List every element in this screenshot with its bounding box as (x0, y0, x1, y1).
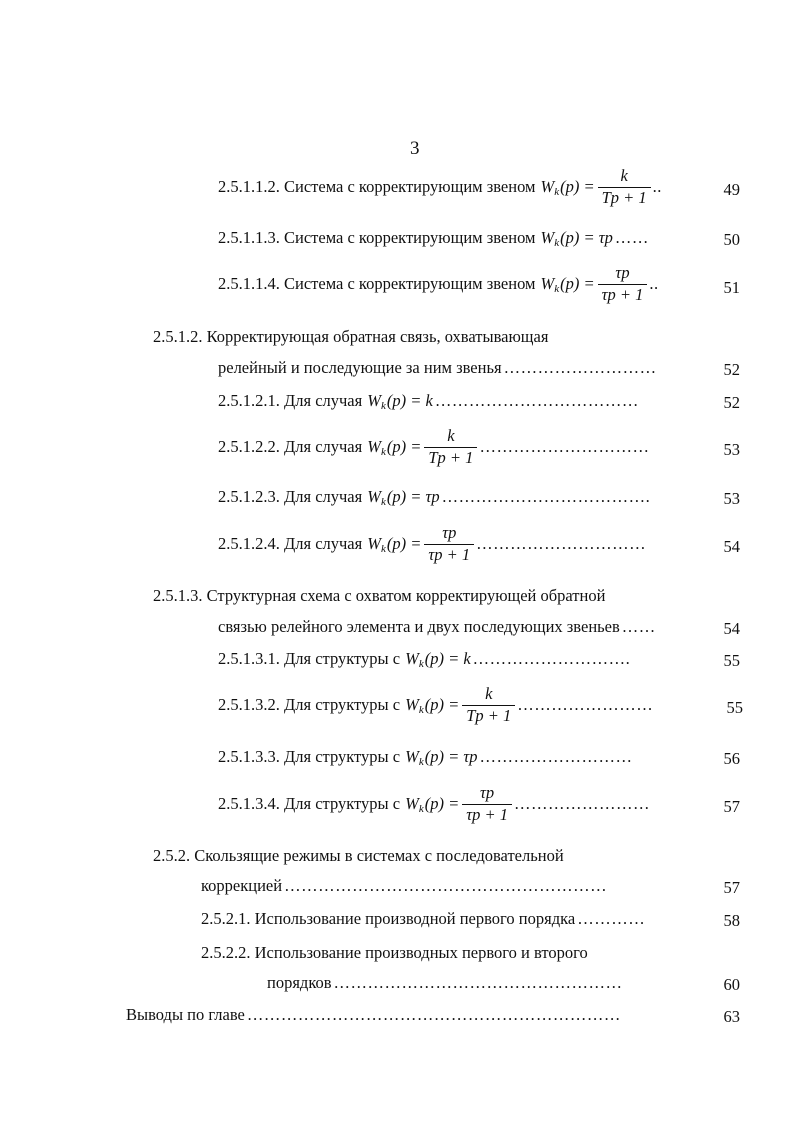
leader-dots: .. (652, 176, 662, 196)
page-ref: 53 (723, 440, 740, 459)
leader-dots: ………………………. (472, 649, 631, 668)
entry-label: 2.5.1.3.1. Для структуры с (218, 649, 401, 668)
toc-entry-2-5-1-2-3[interactable] (218, 489, 650, 506)
entry-label: 2.5.1.3.2. Для структуры с (218, 694, 401, 714)
toc-entry-2-5-1-3-4[interactable] (218, 785, 650, 823)
leader-dots: ………………………………. (441, 487, 651, 506)
leader-dots: …………………… (517, 694, 654, 714)
page-ref: 63 (723, 1007, 740, 1026)
entry-label: Выводы по главе (126, 1005, 245, 1024)
page-ref: 60 (723, 975, 740, 994)
leader-dots: …………………… (514, 793, 650, 813)
leader-dots: .. (649, 273, 659, 293)
toc-entry-2-5-2[interactable] (201, 878, 607, 895)
fraction: $\frac{\tau p}{\tau p + 1}$ (598, 265, 648, 303)
toc-entry-2-5-1-2-1[interactable] (218, 393, 639, 410)
toc-entry-2-5-1-3[interactable] (218, 619, 656, 636)
page-ref: 49 (723, 180, 740, 199)
fraction: $\frac{\tau p}{\tau p + 1}$ (462, 785, 512, 823)
page-ref: 51 (723, 278, 740, 297)
fraction: $\frac{k}{Tp + 1}$ (462, 686, 515, 724)
formula: W k (p) = (367, 436, 422, 458)
toc-heading-2-5-2[interactable]: 2.5.2. Скользящие режимы в системах с последовательной (153, 846, 564, 865)
fraction: $\frac{k}{Tp + 1}$ (424, 428, 477, 466)
toc-entry-2-5-2-1[interactable] (201, 911, 645, 928)
entry-label: 2.5.1.1.4. Система с корректирующим звеном (218, 273, 536, 293)
page-ref: 50 (723, 230, 740, 249)
leader-dots: ……………………… (479, 747, 633, 766)
page-ref: 52 (723, 393, 740, 412)
toc-entry-2-5-1-1-4[interactable] (218, 265, 659, 303)
toc-entry-2-5-2-2[interactable] (267, 975, 623, 992)
toc-heading-2-5-2-2[interactable]: 2.5.2.2. Использование производных первого и второго (201, 943, 588, 962)
entry-label: 2.5.1.1.2. Система с корректирующим звеном (218, 176, 536, 196)
toc-entry-2-5-1-2-4[interactable] (218, 525, 646, 563)
leader-dots: …………………………………………… (333, 973, 623, 992)
formula: W k (p) = τp (405, 747, 478, 768)
fraction: $\frac{k}{Tp + 1}$ (598, 168, 651, 206)
leader-dots: ………………………… (476, 533, 647, 553)
formula: W k (p) = τp (540, 228, 613, 249)
fraction: $\frac{\tau p}{\tau p + 1}$ (424, 525, 474, 563)
entry-label: 2.5.2.1. Использование производной первого порядка (201, 909, 576, 928)
toc-heading-2-5-1-2[interactable]: 2.5.1.2. Корректирующая обратная связь, охватывающая (153, 327, 549, 346)
formula: W k (p) = (540, 176, 595, 198)
page-number: 3 (410, 138, 420, 159)
toc-entry-2-5-1-2-2[interactable] (218, 428, 649, 466)
formula: W k (p) = τp (367, 487, 440, 508)
leader-dots: ……………………… (503, 358, 657, 377)
entry-label: 2.5.1.3.3. Для структуры с (218, 747, 401, 766)
entry-label: 2.5.1.2.1. Для случая (218, 391, 363, 410)
leader-dots: …… (614, 228, 649, 247)
toc-entry-2-5-1-3-1[interactable] (218, 651, 630, 668)
formula: W k (p) = k (405, 649, 471, 670)
leader-dots: ………………………………………………………… (246, 1005, 621, 1024)
page-ref: 55 (723, 651, 740, 670)
leader-dots: …… (621, 617, 656, 636)
toc-entry-2-5-1-2[interactable] (218, 360, 657, 377)
entry-label: релейный и последующие за ним звенья (218, 358, 502, 377)
leader-dots: ………………………… (479, 436, 650, 456)
page-ref: 52 (723, 360, 740, 379)
entry-label: связью релейного элемента и двух последующих звеньев (218, 617, 620, 636)
page-ref: 55 (726, 698, 743, 717)
toc-entry-2-5-1-3-2[interactable] (218, 686, 653, 724)
entry-label: 2.5.1.2.3. Для случая (218, 487, 363, 506)
toc-entry-2-5-1-1-3[interactable] (218, 230, 649, 247)
toc-heading-2-5-1-3[interactable]: 2.5.1.3. Структурная схема с охватом корректирующей обратной (153, 586, 606, 605)
formula: W k (p) = (405, 793, 460, 815)
page-ref: 56 (723, 749, 740, 768)
toc-entry-2-5-1-1-2[interactable] (218, 168, 662, 206)
formula: W k (p) = (405, 694, 460, 716)
entry-label: 2.5.1.3.4. Для структуры с (218, 793, 401, 813)
toc-entry-conclusions[interactable] (126, 1007, 621, 1024)
page-ref: 57 (723, 797, 740, 816)
entry-label: 2.5.1.2.4. Для случая (218, 533, 363, 553)
page-ref: 54 (723, 619, 740, 638)
leader-dots: ……………………………… (434, 391, 639, 410)
leader-dots: ………… (577, 909, 646, 928)
formula: W k (p) = (367, 533, 422, 555)
formula: W k (p) = k (367, 391, 433, 412)
leader-dots: ………………………………………………… (284, 876, 608, 895)
entry-label: коррекцией (201, 876, 283, 895)
page-ref: 53 (723, 489, 740, 508)
page-ref: 54 (723, 537, 740, 556)
entry-label: 2.5.1.2.2. Для случая (218, 436, 363, 456)
formula: W k (p) = (540, 273, 595, 295)
page-ref: 57 (723, 878, 740, 897)
entry-label: 2.5.1.1.3. Система с корректирующим звеном (218, 228, 536, 247)
toc-entry-2-5-1-3-3[interactable] (218, 749, 632, 766)
page-ref: 58 (723, 911, 740, 930)
entry-label: порядков (267, 973, 332, 992)
